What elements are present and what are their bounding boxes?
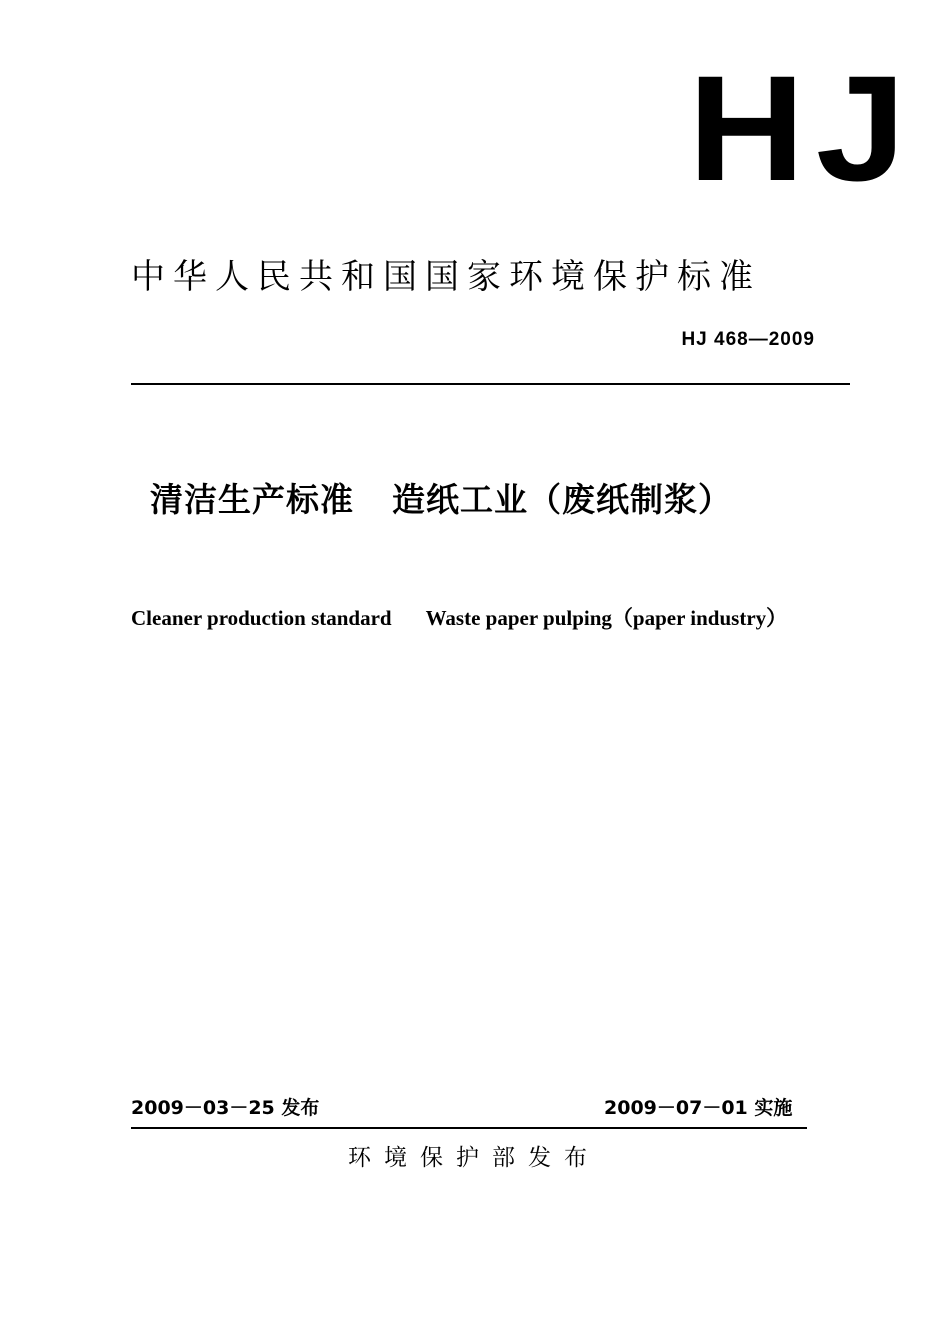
issue-date: 2009－03－25 发布 bbox=[131, 1097, 320, 1119]
national-standard-title: 中华人民共和国国家环境保护标准 bbox=[131, 257, 761, 297]
chinese-title-part2: 造纸工业（废纸制浆） bbox=[392, 480, 732, 519]
top-divider bbox=[131, 383, 850, 385]
hj-logo: HJ bbox=[688, 44, 917, 212]
effective-date: 2009－07－01 实施 bbox=[604, 1097, 793, 1119]
standard-number: HJ 468—2009 bbox=[681, 329, 815, 350]
english-title bbox=[131, 603, 787, 633]
english-title-part2: Waste paper pulping（paper industry） bbox=[425, 606, 788, 630]
chinese-title-part1: 清洁生产标准 bbox=[150, 480, 354, 519]
english-title-part1: Cleaner production standard bbox=[131, 606, 392, 630]
chinese-title bbox=[150, 476, 732, 524]
bottom-divider bbox=[131, 1127, 807, 1129]
publisher: 环境保护部发布 bbox=[348, 1145, 600, 1171]
